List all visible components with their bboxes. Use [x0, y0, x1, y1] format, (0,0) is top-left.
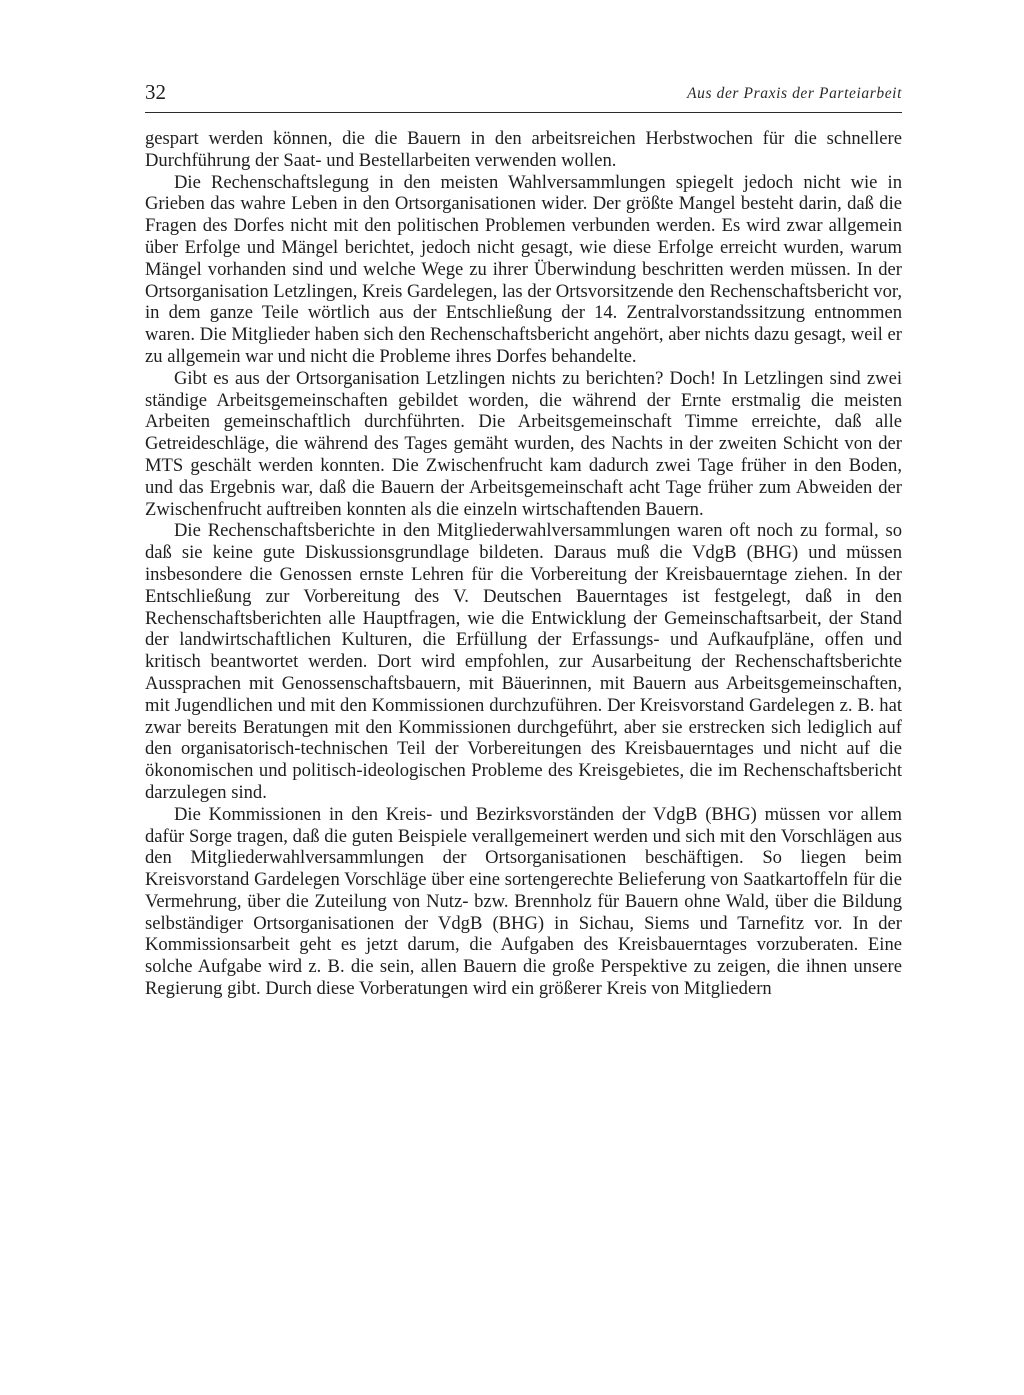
- page-header: [145, 80, 902, 108]
- page-number: 32: [145, 80, 166, 104]
- paragraph-continued: gespart werden können, die die Bauern in den arbeitsreichen Herbstwochen für die schnellere Durchführung der Saat- und Bestellarbeiten verwenden wollen.: [145, 128, 902, 171]
- paragraph: Die Rechenschaftslegung in den meisten Wahlversammlungen spiegelt jedoch nicht wie in Grieben das wahre Leben in den Ortsorganisationen wider. Der größte Mangel besteht darin, daß die Fragen des Dorfes nicht mit den politischen Problemen verbunden werden. Es wird zwar allgemein über Erfolge und Mängel berichtet, jedoch nicht gesagt, wie diese Erfolge erreicht wurden, warum Mängel vorhanden sind und welche Wege zu ihrer Überwindung beschritten werden müssen. In der Ortsorganisation Letzlingen, Kreis Gardelegen, las der Ortsvorsitzende den Rechenschaftsbericht vor, in dem ganze Teile wörtlich aus der Entschließung der 14. Zentralvorstandssitzung entnommen waren. Die Mitglieder haben sich den Rechenschaftsbericht angehört, aber nichts dazu gesagt, weil er zu allgemein war und nicht die Probleme ihres Dorfes behandelte.: [145, 171, 902, 367]
- running-head: Aus der Praxis der Parteiarbeit: [687, 85, 902, 102]
- paragraph: Die Kommissionen in den Kreis- und Bezirksvorständen der VdgB (BHG) müssen vor allem dafür Sorge tragen, daß die guten Beispiele verallgemeinert werden und sich mit den Vorschlägen aus den Mitgliederwahlversammlungen der Ortsorganisationen beschäftigen. So liegen beim Kreisvorstand Gardelegen Vorschläge über eine sortengerechte Belieferung von Saatkartoffeln für die Vermehrung, über die Zuteilung von Nutz- bzw. Brennholz für Bauern ohne Wald, über die Bildung selbständiger Ortsorganisationen der VdgB (BHG) in Sichau, Siems und Tarnefitz vor. In der Kommissionsarbeit geht es jetzt darum, die Aufgaben des Kreisbauerntages vorzuberaten. Eine solche Aufgabe wird z. B. die sein, allen Bauern die große Perspektive zu zeigen, die ihnen unsere Regierung gibt. Durch diese Vorberatungen wird ein größerer Kreis von Mitgliedern: [145, 803, 902, 1000]
- paragraph: Die Rechenschaftsberichte in den Mitgliederwahlversammlungen waren oft noch zu formal, so daß sie keine gute Diskussionsgrundlage bildeten. Daraus muß die VdgB (BHG) und müssen insbesondere die Genossen ernste Lehren für die Vorbereitung der Kreisbauerntage ziehen. In der Entschließung zur Vorbereitung des V. Deutschen Bauerntages ist festgelegt, daß in den Rechenschaftsberichten alle Hauptfragen, wie die Entwicklung der Gemeinschaftsarbeit, der Stand der landwirtschaftlichen Kulturen, die Erfüllung der Erfassungs- und Aufkaufpläne, offen und kritisch beantwortet werden. Dort wird empfohlen, zur Ausarbeitung der Rechenschaftsberichte Aussprachen mit Genossenschaftsbauern, mit Bäuerinnen, mit Bauern aus Arbeitsgemeinschaften, mit Jugendlichen und mit den Kommissionen durchzuführen. Der Kreisvorstand Gardelegen z. B. hat zwar bereits Beratungen mit den Kommissionen durchgeführt, aber sie erstrecken sich lediglich auf den organisatorisch-technischen Teil der Vorbereitungen des Kreisbauerntages und nicht auf die ökonomischen und politisch-ideologischen Probleme des Kreisgebietes, die im Rechenschaftsbericht darzulegen sind.: [145, 520, 902, 803]
- article-body: [145, 128, 902, 1000]
- header-rule: [145, 112, 902, 113]
- paragraph: Gibt es aus der Ortsorganisation Letzlingen nichts zu berichten? Doch! In Letzlingen sind zwei ständige Arbeitsgemeinschaften gebildet worden, die während der Ernte erstmalig die meisten Arbeiten gemeinschaftlich durchführten. Die Arbeitsgemeinschaft Timme erreichte, daß alle Getreideschläge, die während des Tages gemäht wurden, des Nachts in der zweiten Schicht von der MTS geschält werden konnten. Die Zwischenfrucht kam dadurch zwei Tage früher in den Boden, und das Ergebnis war, daß die Bauern der Arbeitsgemeinschaft acht Tage früher zum Abweiden der Zwischenfrucht auftreiben konnten als die einzeln wirtschaftenden Bauern.: [145, 367, 902, 520]
